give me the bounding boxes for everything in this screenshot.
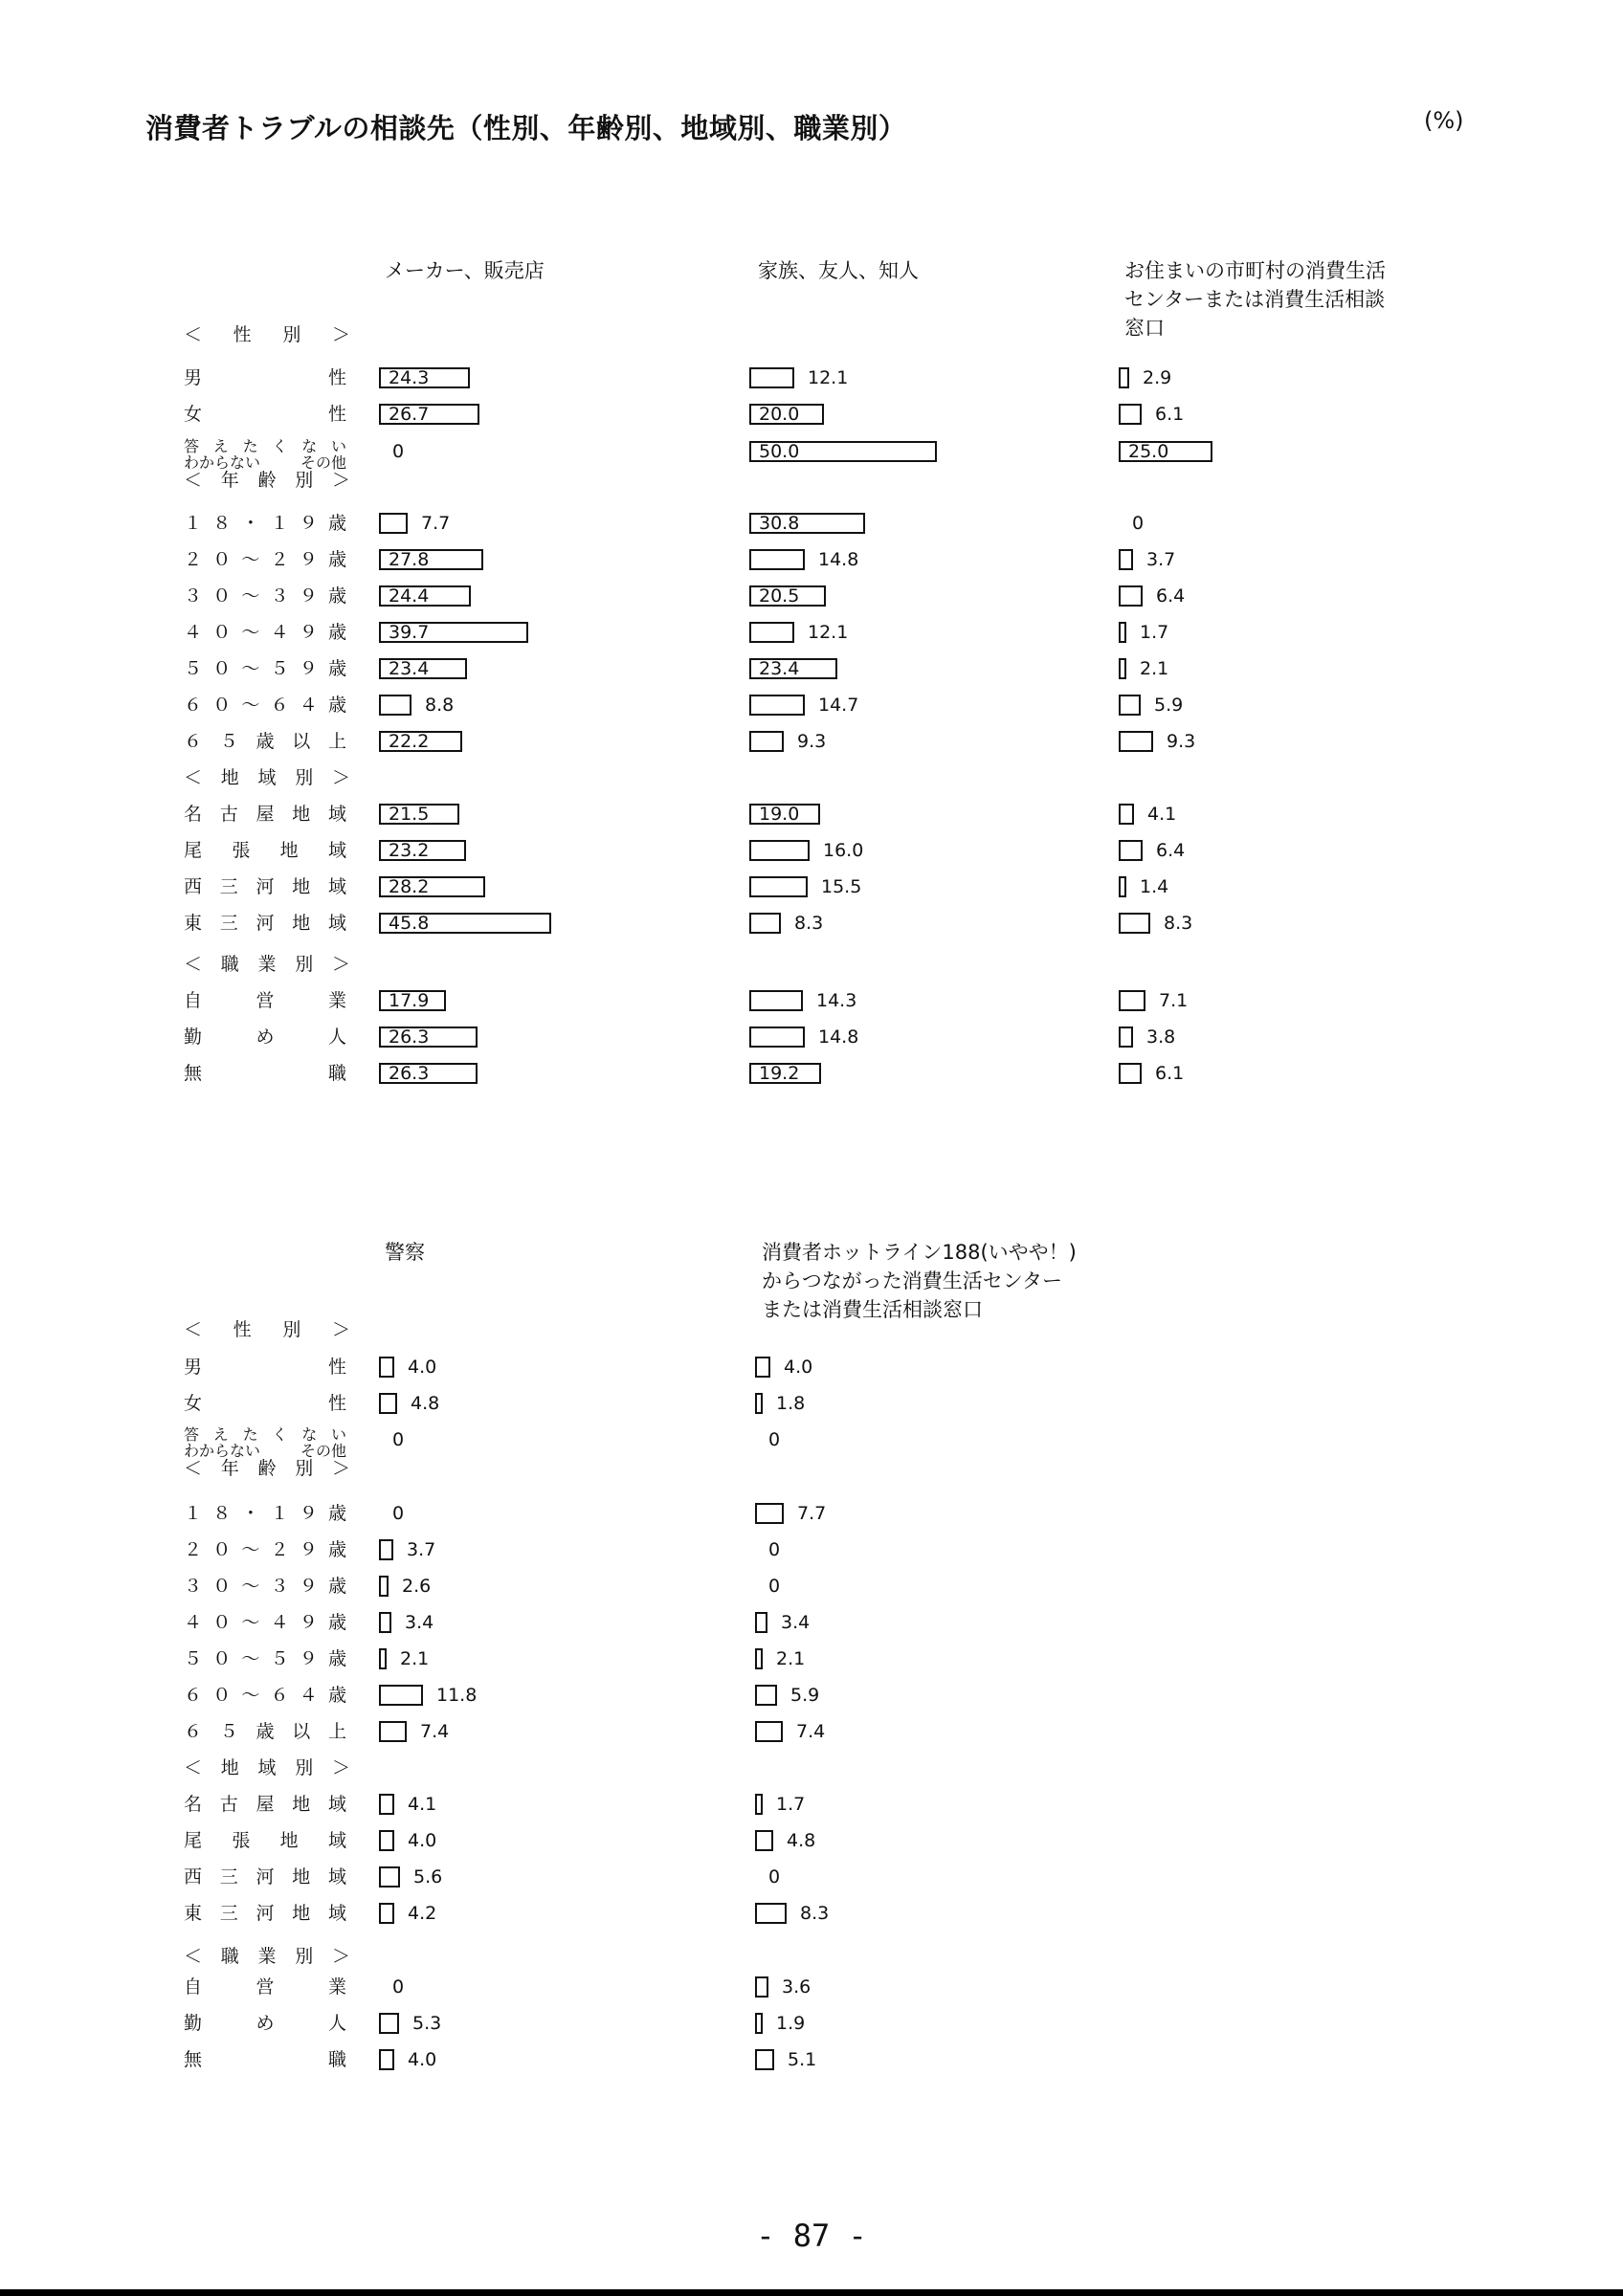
panel-title-line: からつながった消費生活センター xyxy=(762,1269,1062,1292)
data-label: 26.3 xyxy=(389,1063,430,1084)
data-label: 4.8 xyxy=(787,1830,816,1851)
panel-title xyxy=(385,256,545,285)
data-label: 3.7 xyxy=(1146,549,1176,570)
row-label-age-50: ５ ０ ～ ５ ９ 歳 xyxy=(184,658,346,679)
row-label-higashimikawa: 東 三 河 地 域 xyxy=(184,913,346,934)
bar xyxy=(379,513,408,534)
bar xyxy=(379,2049,394,2070)
bar xyxy=(379,1721,407,1742)
data-label: 4.0 xyxy=(408,1357,437,1378)
data-label: 20.5 xyxy=(759,585,800,607)
data-label: 8.8 xyxy=(425,695,455,716)
bar xyxy=(379,1357,394,1378)
row-label-line: 答 え た く な い xyxy=(184,1425,346,1444)
row-label-job-header: ＜ 職 業 別 ＞ xyxy=(184,1946,350,1967)
data-label: 0 xyxy=(768,1429,781,1450)
data-label: 19.0 xyxy=(759,804,800,825)
data-label: 0 xyxy=(392,1429,405,1450)
data-label: 1.7 xyxy=(776,1794,806,1815)
bar xyxy=(1119,549,1133,570)
data-label: 19.2 xyxy=(759,1063,800,1084)
bar xyxy=(379,1539,393,1560)
bar xyxy=(1119,367,1129,388)
data-label: 4.1 xyxy=(1147,804,1177,825)
data-label: 8.3 xyxy=(800,1903,830,1924)
data-label: 4.0 xyxy=(408,1830,437,1851)
bar xyxy=(379,695,411,716)
data-label: 50.0 xyxy=(759,441,800,462)
row-label-unemployed: 無 職 xyxy=(184,2049,346,2070)
data-label: 7.1 xyxy=(1159,990,1189,1011)
bar xyxy=(1119,622,1126,643)
bar xyxy=(1119,913,1150,934)
panel-title-line: 警察 xyxy=(385,1241,425,1264)
data-label: 1.8 xyxy=(776,1393,806,1414)
page-title: 消費者トラブルの相談先（性別、年齢別、地域別、職業別） xyxy=(145,112,907,144)
bar xyxy=(1119,876,1126,897)
bar xyxy=(1119,840,1143,861)
data-label: 21.5 xyxy=(389,804,430,825)
data-label: 14.8 xyxy=(818,549,859,570)
data-label: 4.0 xyxy=(408,2049,437,2070)
data-label: 0 xyxy=(392,1503,405,1524)
data-label: 8.3 xyxy=(794,913,824,934)
data-label: 0 xyxy=(768,1539,781,1560)
data-label: 28.2 xyxy=(389,876,430,897)
bar xyxy=(379,1612,391,1633)
data-label: 22.2 xyxy=(389,731,430,752)
bar xyxy=(755,1794,763,1815)
row-label-self-employed: 自 営 業 xyxy=(184,990,346,1011)
row-label-employed: 勤 め 人 xyxy=(184,2013,346,2034)
bar xyxy=(755,1721,783,1742)
data-label: 4.0 xyxy=(784,1357,813,1378)
page-number: - 87 - xyxy=(756,2218,867,2254)
row-label-job-header: ＜ 職 業 別 ＞ xyxy=(184,954,350,975)
data-label: 2.6 xyxy=(402,1576,432,1597)
data-label: 27.8 xyxy=(389,549,430,570)
data-label: 0 xyxy=(768,1576,781,1597)
bar xyxy=(379,1794,394,1815)
row-label-age-65: ６ ５ 歳 以 上 xyxy=(184,731,346,752)
row-label-nagoya: 名 古 屋 地 域 xyxy=(184,1794,346,1815)
row-label-female: 女 性 xyxy=(184,1393,346,1414)
data-label: 0 xyxy=(1132,513,1145,534)
data-label: 6.1 xyxy=(1155,404,1185,425)
data-label: 9.3 xyxy=(797,731,827,752)
panel-title-line: 消費者ホットライン188(いやや！) xyxy=(762,1241,1077,1264)
bar xyxy=(1119,585,1143,607)
data-label: 3.6 xyxy=(782,1976,812,1998)
row-label-line: 答 え た く な い xyxy=(184,437,346,455)
row-label-self-employed: 自 営 業 xyxy=(184,1976,346,1998)
row-label-age-60: ６ ０ ～ ６ ４ 歳 xyxy=(184,1685,346,1706)
bar xyxy=(755,2013,763,2034)
panel-title xyxy=(762,1238,1077,1324)
bar xyxy=(1119,804,1134,825)
data-label: 6.4 xyxy=(1156,840,1186,861)
data-label: 4.2 xyxy=(408,1903,437,1924)
bar xyxy=(755,1976,768,1998)
bar xyxy=(755,1612,767,1633)
data-label: 23.2 xyxy=(389,840,430,861)
data-label: 0 xyxy=(392,441,405,462)
row-label-age-18: １ ８ ・ １ ９ 歳 xyxy=(184,513,346,534)
data-label: 5.1 xyxy=(788,2049,817,2070)
data-label: 7.4 xyxy=(420,1721,450,1742)
row-label-age-30: ３ ０ ～ ３ ９ 歳 xyxy=(184,1576,346,1597)
data-label: 3.4 xyxy=(405,1612,434,1633)
bar xyxy=(749,549,805,570)
row-label-nishimikawa: 西 三 河 地 域 xyxy=(184,876,346,897)
row-label-line: わからない その他 xyxy=(184,453,346,472)
row-label-age-65: ６ ５ 歳 以 上 xyxy=(184,1721,346,1742)
row-label-other xyxy=(184,1426,346,1459)
data-label: 3.8 xyxy=(1146,1027,1176,1048)
row-label-nishimikawa: 西 三 河 地 域 xyxy=(184,1866,346,1888)
row-label-other xyxy=(184,438,346,471)
data-label: 16.0 xyxy=(823,840,864,861)
row-label-age-40: ４ ０ ～ ４ ９ 歳 xyxy=(184,1612,346,1633)
row-label-owari: 尾 張 地 域 xyxy=(184,1830,346,1851)
row-label-employed: 勤 め 人 xyxy=(184,1027,346,1048)
data-label: 5.3 xyxy=(412,2013,442,2034)
bar xyxy=(1119,404,1142,425)
data-label: 3.4 xyxy=(781,1612,811,1633)
data-label: 2.1 xyxy=(400,1648,430,1669)
data-label: 2.1 xyxy=(776,1648,806,1669)
bottom-rule xyxy=(0,2289,1623,2296)
bar xyxy=(1119,731,1153,752)
bar xyxy=(379,1576,389,1597)
bar xyxy=(749,876,808,897)
data-label: 15.5 xyxy=(821,876,862,897)
unit-label: (%) xyxy=(1424,107,1464,134)
panel-title xyxy=(1124,256,1386,342)
data-label: 7.7 xyxy=(421,513,451,534)
data-label: 1.9 xyxy=(776,2013,806,2034)
data-label: 5.6 xyxy=(413,1866,443,1888)
row-label-sex-header: ＜ 性 別 ＞ xyxy=(184,324,350,345)
data-label: 39.7 xyxy=(389,622,430,643)
bar xyxy=(379,1830,394,1851)
row-label-unemployed: 無 職 xyxy=(184,1063,346,1084)
data-label: 0 xyxy=(392,1976,405,1998)
data-label: 26.3 xyxy=(389,1027,430,1048)
data-label: 6.4 xyxy=(1156,585,1186,607)
data-label: 26.7 xyxy=(389,404,430,425)
row-label-line: わからない その他 xyxy=(184,1442,346,1460)
data-label: 4.8 xyxy=(411,1393,440,1414)
bar xyxy=(379,1903,394,1924)
bar xyxy=(749,731,784,752)
row-label-age-20: ２ ０ ～ ２ ９ 歳 xyxy=(184,1539,346,1560)
data-label: 30.8 xyxy=(759,513,800,534)
data-label: 1.7 xyxy=(1140,622,1169,643)
data-label: 7.4 xyxy=(796,1721,826,1742)
data-label: 4.1 xyxy=(408,1794,437,1815)
bar xyxy=(379,2013,399,2034)
data-label: 23.4 xyxy=(389,658,430,679)
bar xyxy=(1119,990,1145,1011)
panel-title xyxy=(758,256,919,285)
panel-title-line: または消費生活相談窓口 xyxy=(762,1298,983,1321)
bar xyxy=(755,1393,763,1414)
data-label: 2.1 xyxy=(1140,658,1169,679)
data-label: 5.9 xyxy=(1154,695,1184,716)
panel-title-line: センターまたは消費生活相談 xyxy=(1124,288,1386,311)
panel-title-line: 家族、友人、知人 xyxy=(758,259,919,282)
bar xyxy=(379,1866,400,1888)
data-label: 24.4 xyxy=(389,585,430,607)
data-label: 1.4 xyxy=(1140,876,1169,897)
bar xyxy=(755,2049,774,2070)
data-label: 24.3 xyxy=(389,367,430,388)
row-label-sex-header: ＜ 性 別 ＞ xyxy=(184,1319,350,1340)
bar xyxy=(749,1027,805,1048)
bar xyxy=(379,1393,397,1414)
bar xyxy=(1119,695,1141,716)
data-label: 45.8 xyxy=(389,913,430,934)
panel-title-line: 窓口 xyxy=(1124,317,1165,340)
row-label-age-20: ２ ０ ～ ２ ９ 歳 xyxy=(184,549,346,570)
panel-title-line: メーカー、販売店 xyxy=(385,259,545,282)
row-label-female: 女 性 xyxy=(184,404,346,425)
data-label: 2.9 xyxy=(1143,367,1172,388)
data-label: 0 xyxy=(768,1866,781,1888)
row-label-nagoya: 名 古 屋 地 域 xyxy=(184,804,346,825)
row-label-region-header: ＜ 地 域 別 ＞ xyxy=(184,767,350,788)
row-label-age-header: ＜ 年 齢 別 ＞ xyxy=(184,1458,350,1479)
data-label: 12.1 xyxy=(808,367,849,388)
row-label-age-header: ＜ 年 齢 別 ＞ xyxy=(184,470,350,491)
row-label-owari: 尾 張 地 域 xyxy=(184,840,346,861)
data-label: 20.0 xyxy=(759,404,800,425)
row-label-male: 男 性 xyxy=(184,1357,346,1378)
data-label: 14.3 xyxy=(816,990,857,1011)
bar xyxy=(749,840,810,861)
row-label-region-header: ＜ 地 域 別 ＞ xyxy=(184,1757,350,1778)
data-label: 14.8 xyxy=(818,1027,859,1048)
bar xyxy=(755,1648,763,1669)
bar xyxy=(1119,1027,1133,1048)
row-label-age-18: １ ８ ・ １ ９ 歳 xyxy=(184,1503,346,1524)
data-label: 6.1 xyxy=(1155,1063,1185,1084)
bar xyxy=(749,913,781,934)
row-label-higashimikawa: 東 三 河 地 域 xyxy=(184,1903,346,1924)
panel-title xyxy=(385,1238,425,1267)
row-label-male: 男 性 xyxy=(184,367,346,388)
data-label: 12.1 xyxy=(808,622,849,643)
data-label: 3.7 xyxy=(407,1539,436,1560)
bar xyxy=(749,695,805,716)
panel-title-line: お住まいの市町村の消費生活 xyxy=(1124,259,1386,282)
bar xyxy=(1119,1063,1142,1084)
row-label-age-40: ４ ０ ～ ４ ９ 歳 xyxy=(184,622,346,643)
bar xyxy=(749,367,794,388)
bar xyxy=(755,1903,787,1924)
data-label: 8.3 xyxy=(1164,913,1193,934)
data-label: 7.7 xyxy=(797,1503,827,1524)
row-label-age-30: ３ ０ ～ ３ ９ 歳 xyxy=(184,585,346,607)
bar xyxy=(1119,658,1126,679)
data-label: 23.4 xyxy=(759,658,800,679)
bar xyxy=(755,1830,773,1851)
bar xyxy=(755,1685,777,1706)
data-label: 25.0 xyxy=(1128,441,1169,462)
bar xyxy=(379,1685,423,1706)
bar xyxy=(755,1503,784,1524)
bar xyxy=(749,990,803,1011)
data-label: 5.9 xyxy=(790,1685,820,1706)
row-label-age-50: ５ ０ ～ ５ ９ 歳 xyxy=(184,1648,346,1669)
row-label-age-60: ６ ０ ～ ６ ４ 歳 xyxy=(184,695,346,716)
data-label: 9.3 xyxy=(1167,731,1196,752)
data-label: 14.7 xyxy=(818,695,859,716)
bar xyxy=(379,1648,387,1669)
bar xyxy=(749,622,794,643)
data-label: 11.8 xyxy=(436,1685,478,1706)
data-label: 17.9 xyxy=(389,990,430,1011)
bar xyxy=(755,1357,770,1378)
